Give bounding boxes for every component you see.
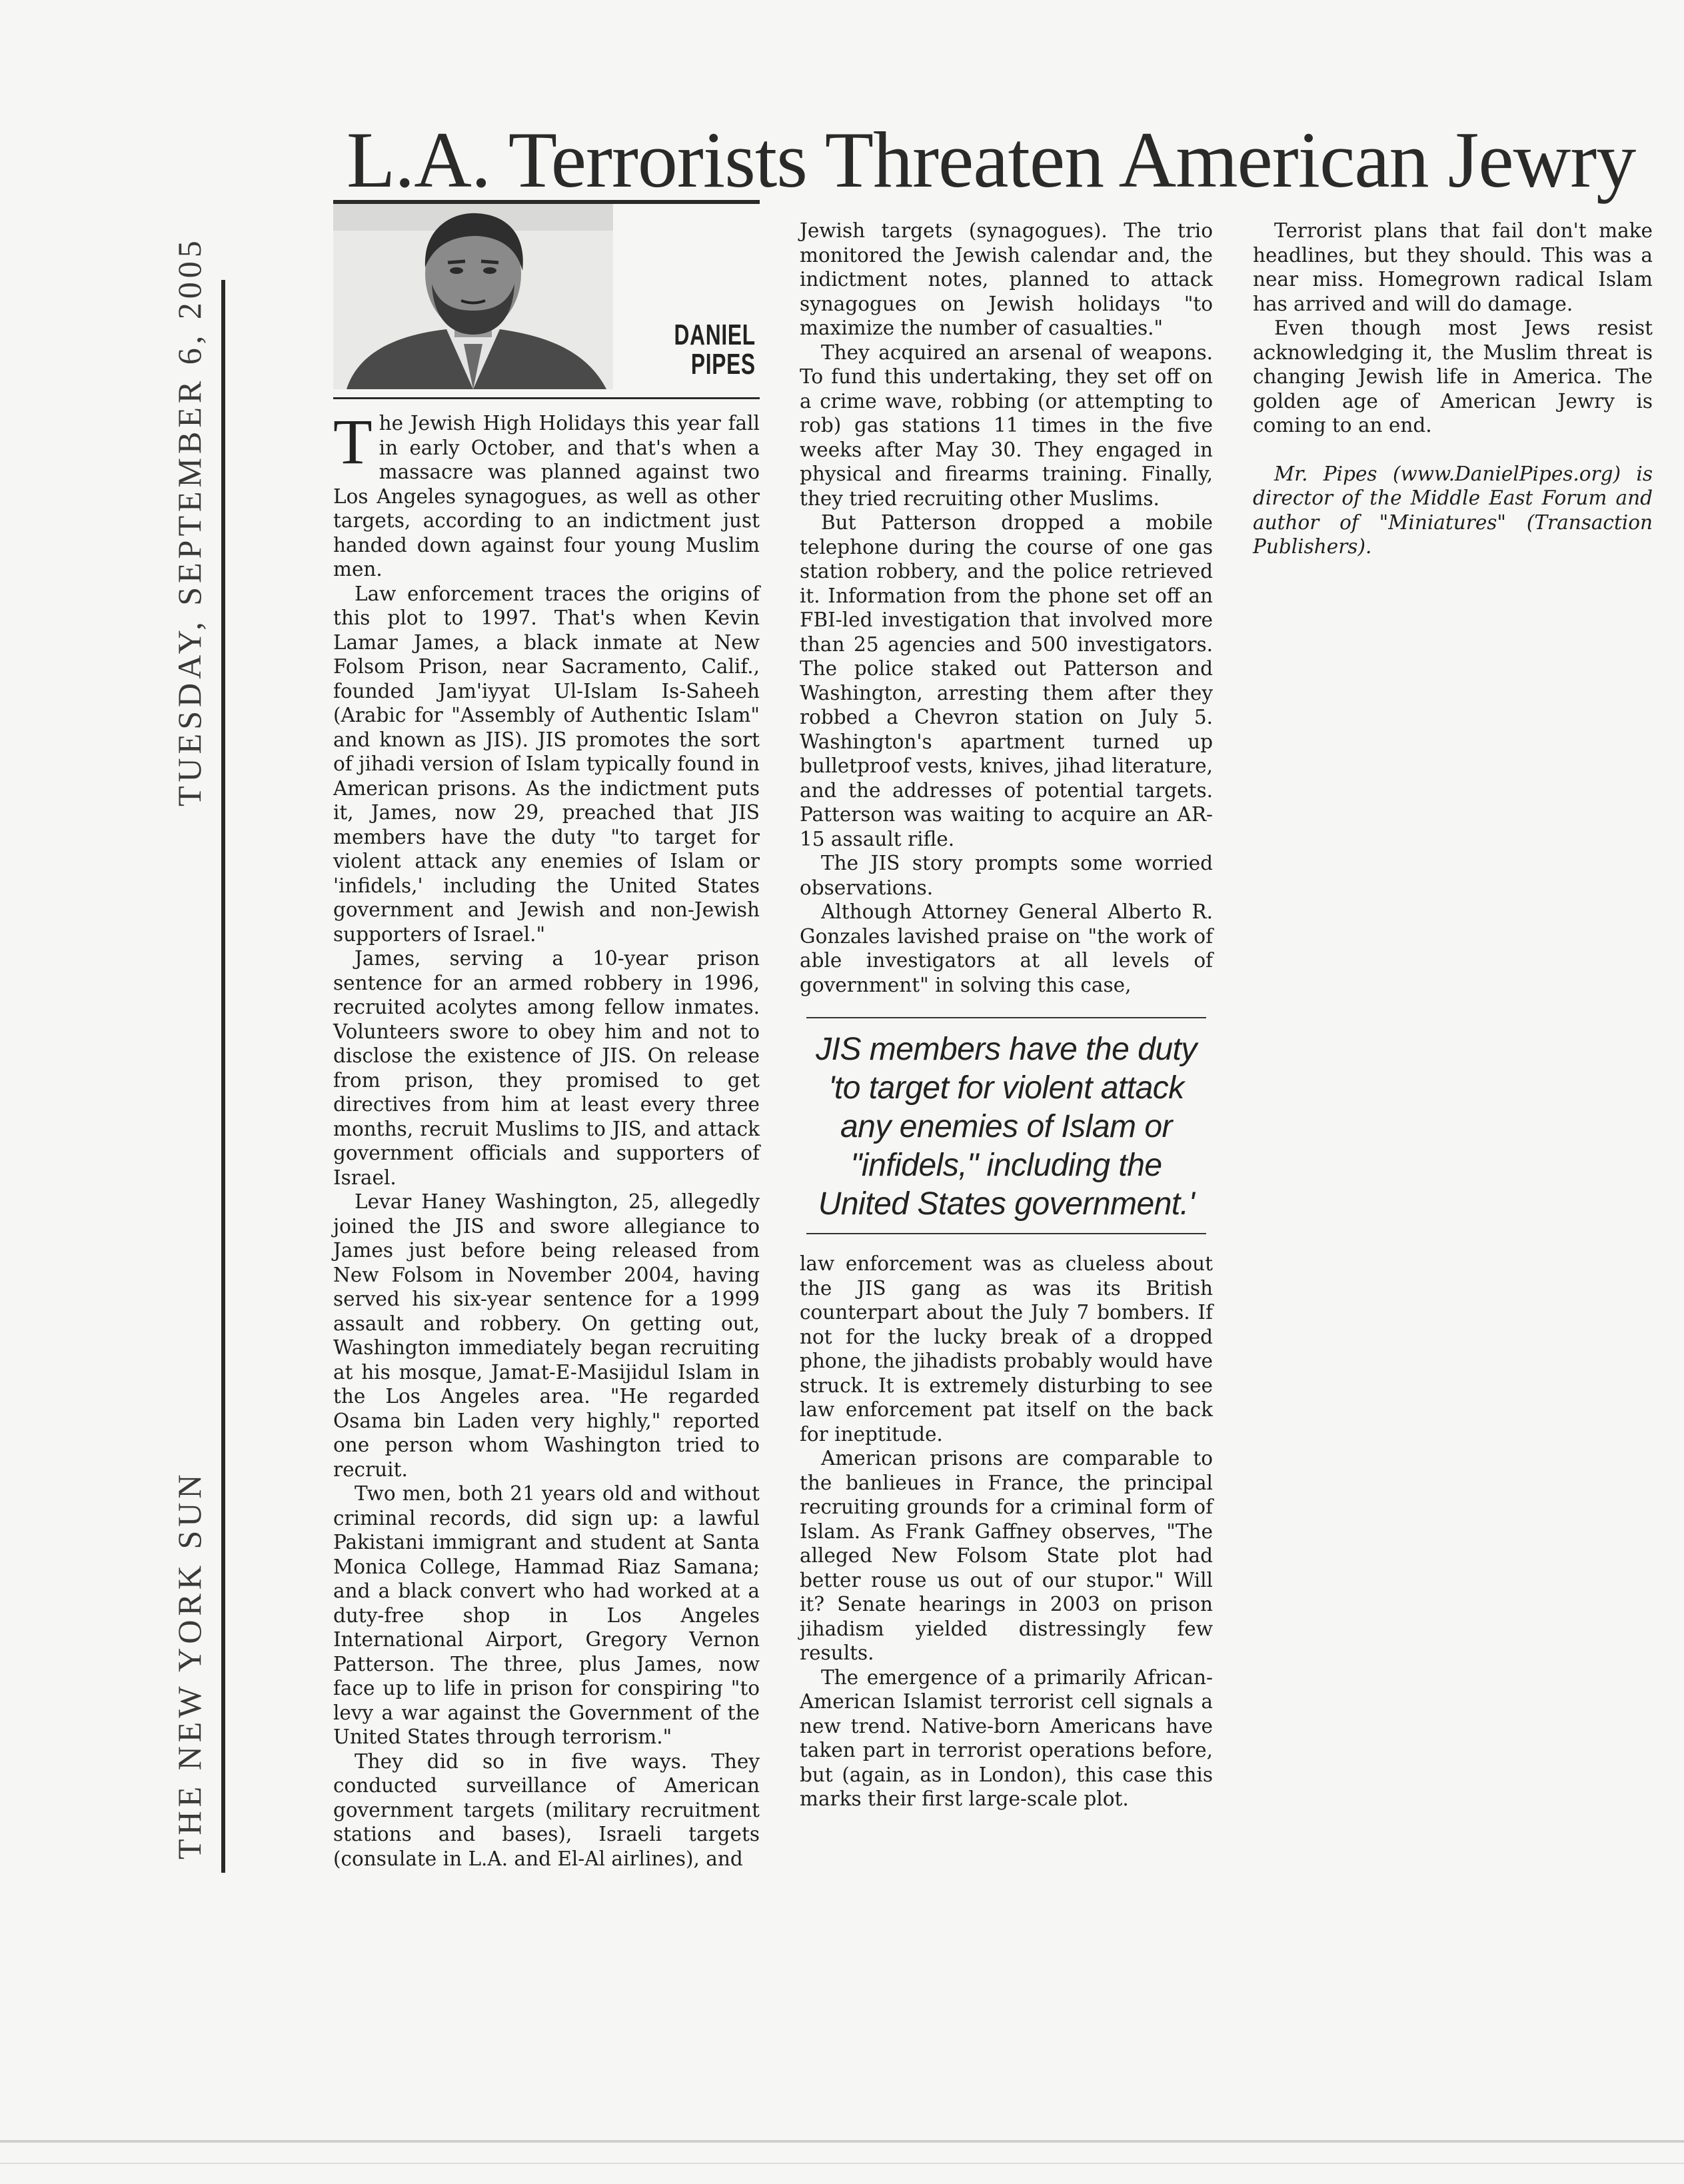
paragraph: American prisons are comparable to the banlieues in France, the principal recruiting grounds for a criminal form of Islam. As Frank Gaffney observes, "The alleged New Folsom State plot had better rouse us out of our stupor." Will it? Senate hearings in 2003 on prison jihadism yielded distressingly few results. bbox=[800, 1447, 1213, 1664]
paragraph: But Patterson dropped a mobile telephone during the course of one gas station robbery, and the police retrieved it. Information from the phone set off an FBI-led investigation that involved more than 25 agencies and 500 investigators. The police staked out Patterson and Washington, arresting them after they robbed a Chevron station on July 5. Washington's apartment turned up bulletproof vests, knives, jihad literature, and the addresses of potential targets. Patterson was waiting to acquire an AR-15 assault rifle. bbox=[800, 511, 1213, 850]
author-photo bbox=[333, 204, 613, 389]
paragraph: Although Attorney General Alberto R. Gonzales lavished praise on "the work of able investigators at all levels of government" in solving this case, bbox=[800, 900, 1213, 996]
article-column-2 bbox=[800, 219, 1213, 1811]
page-bottom-edge bbox=[0, 2140, 1684, 2143]
paragraph: They did so in five ways. They conducted surveillance of American government targets (military recruitment stations and bases), Israeli targets (consulate in L.A. and El-Al airlines), and bbox=[333, 1749, 760, 1870]
paragraph: Terrorist plans that fail don't make headlines, but they should. This was a near miss. Homegrown radical Islam has arrived and will do damage. bbox=[1253, 219, 1653, 315]
author-note: Mr. Pipes (www.DanielPipes.org) is director of the Middle East Forum and author of "Miniatures" (Transaction Publishers). bbox=[1253, 462, 1653, 558]
paragraph: Jewish targets (synagogues). The trio monitored the Jewish calendar and, the indictment notes, planned to attack synagogues on Jewish holidays "to maximize the number of casualties." bbox=[800, 219, 1213, 339]
paragraph: Law enforcement traces the origins of this plot to 1997. That's when Kevin Lamar James, a black inmate at New Folsom Prison, near Sacramento, Calif., founded Jam'iyyat Ul-Islam Is-Saheeh (Arabic for "Assembly of Authentic Islam" and known as JIS). JIS promotes the sort of jihadi version of Islam typically found in American prisons. As the indictment puts it, James, now 29, preached that JIS members have the duty "to target for violent attack any enemies of Islam or 'infidels,' including the United States government and Jewish and non-Jewish supporters of Israel." bbox=[333, 582, 760, 946]
author-header bbox=[333, 200, 760, 399]
byline-last: PIPES bbox=[691, 348, 756, 381]
article-column-3 bbox=[1253, 219, 1653, 559]
paragraph: The JIS story prompts some worried observations. bbox=[800, 852, 1213, 899]
paragraph: Levar Haney Washington, 25, allegedly joined the JIS and swore allegiance to James just before being released from New Folsom in November 2004, having served his six-year sentence for a 1999 assault and robbery. On getting out, Washington immediately began recruiting at his mosque, Jamat-E-Masijidul Islam in the Los Angeles area. "He regarded Osama bin Laden very highly," reported one person whom Washington tried to recruit. bbox=[333, 1190, 760, 1481]
paragraph: They acquired an arsenal of weapons. To fund this undertaking, they set off on a crime wave, robbing (or attempting to rob) gas stations 11 times in the five weeks after May 30. They engaged in physical and firearms training. Finally, they tried recruiting other Muslims. bbox=[800, 341, 1213, 510]
headline: L.A. Terrorists Threaten American Jewry bbox=[347, 115, 1636, 204]
paragraph: James, serving a 10-year prison sentence for an armed robbery in 1996, recruited acolytes among fellow inmates. Volunteers swore to obey him and not to disclose the existence of JIS. On release from prison, they promised to get directives from him at least every three months, recruit Muslims to JIS, and attack government officials and supporters of Israel. bbox=[333, 947, 760, 1189]
byline bbox=[674, 321, 756, 379]
drop-cap: T bbox=[333, 406, 373, 477]
article-column-1 bbox=[333, 200, 760, 1871]
paragraph bbox=[333, 406, 760, 582]
page-bottom-edge-shadow bbox=[0, 2163, 1684, 2164]
pull-quote: JIS members have the duty 'to target for violent attack any enemies of Islam or "infidels," including the United States government.' bbox=[806, 1017, 1206, 1234]
paragraph: Two men, both 21 years old and without criminal records, did sign up: a lawful Pakistani immigrant and student at Santa Monica College, Hammad Riaz Samana; and a black convert who had worked at a duty-free shop in Los Angeles International Airport, Gregory Vernon Patterson. The three, plus James, now face up to life in prison for conspiring "to levy a war against the Government of the United States through terrorism." bbox=[333, 1482, 760, 1748]
side-publication: THE NEW YORK SUN bbox=[171, 1470, 208, 1859]
side-vertical-rule bbox=[221, 280, 225, 1873]
paragraph: The emergence of a primarily African-American Islamist terrorist cell signals a new trend. Native-born Americans have taken part in terrorist operations before, but (again, as in London), this case this marks their first large-scale plot. bbox=[800, 1665, 1213, 1810]
byline-first: DANIEL bbox=[674, 319, 756, 351]
paragraph: Even though most Jews resist acknowledging it, the Muslim threat is changing Jewish life in America. The golden age of American Jewry is coming to an end. bbox=[1253, 317, 1653, 437]
paragraph-text: he Jewish High Holidays this year fall in early October, and that's when a massacre was planned against two Los Angeles synagogues, as well as other targets, according to an indictment just handed down against four young Muslim men. bbox=[333, 412, 760, 580]
side-date: TUESDAY, SEPTEMBER 6, 2005 bbox=[171, 237, 208, 806]
paragraph: law enforcement was as clueless about the JIS gang as was its British counterpart about the July 7 bombers. If not for the lucky break of a dropped phone, the jihadists probably would have struck. It is extremely disturbing to see law enforcement pat itself on the back for ineptitude. bbox=[800, 1252, 1213, 1446]
